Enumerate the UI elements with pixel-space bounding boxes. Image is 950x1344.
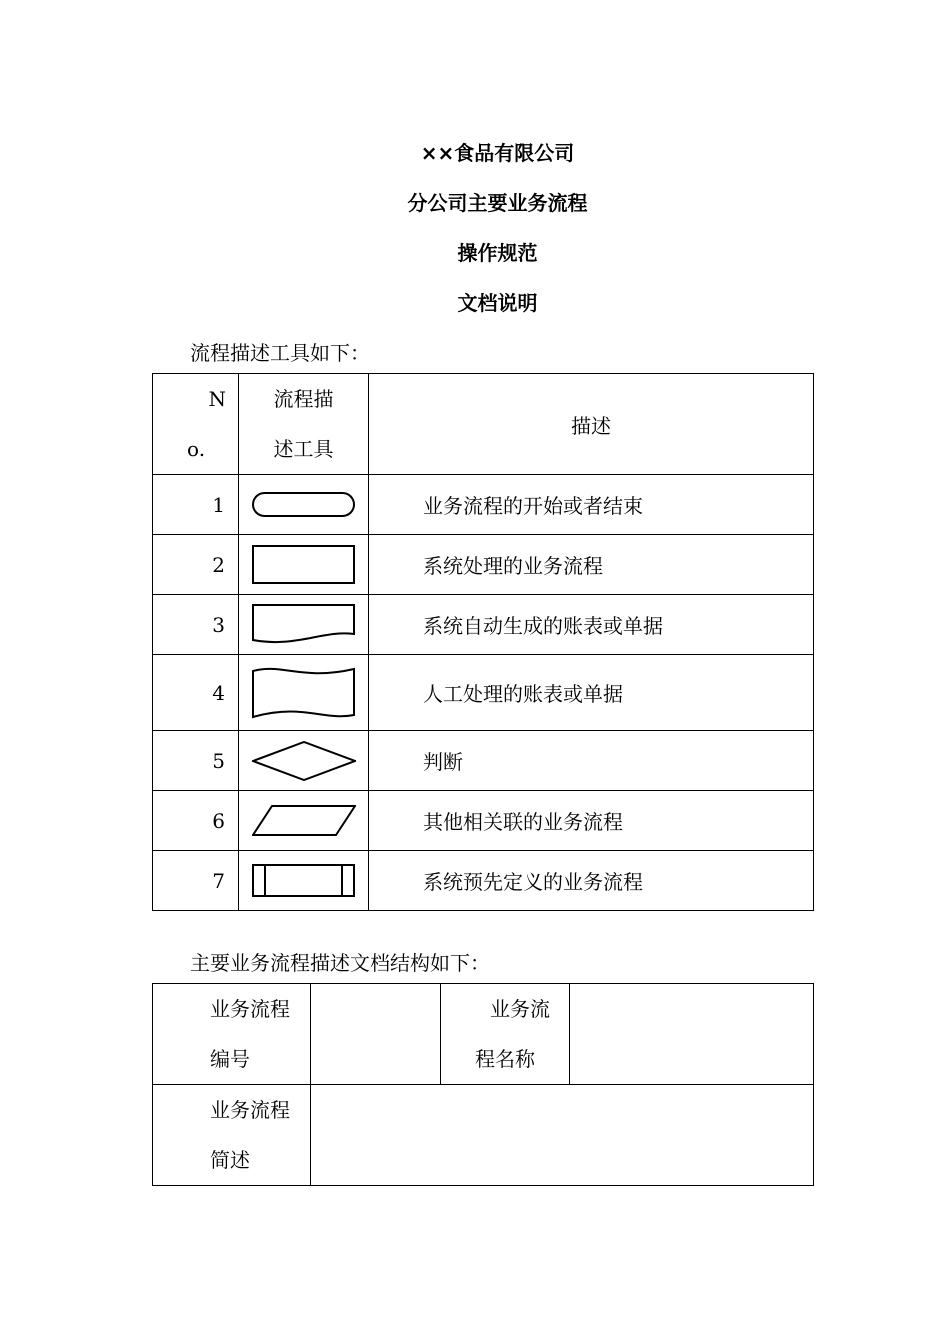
document-shape-icon: [252, 604, 356, 646]
tools-header-row: [153, 374, 814, 475]
doc-title-line2: 分公司主要业务流程: [407, 191, 588, 215]
table-row: 2 系统处理的业务流程: [153, 535, 814, 595]
table-row: 5 判断: [153, 731, 814, 791]
table-row: 1 业务流程的开始或者结束: [153, 475, 814, 535]
flow-name-label: 业务流 程名称: [441, 984, 570, 1085]
decision-diamond-icon: [252, 741, 356, 781]
flow-summary-value: [311, 1085, 814, 1186]
flow-code-label: 业务流程 编号: [153, 984, 311, 1085]
doc-structure-table: [152, 983, 814, 1186]
company-title: ××食品有限公司: [420, 141, 575, 165]
table-row: [153, 984, 814, 1085]
doc-title-line3: 操作规范: [457, 241, 538, 265]
flow-code-value: [311, 984, 441, 1085]
table-row: 6 其他相关联的业务流程: [153, 791, 814, 851]
table-row: 3 系统自动生成的账表或单据: [153, 595, 814, 655]
tools-intro: 流程描述工具如下：: [190, 341, 370, 365]
doc-title-line4: 文档说明: [457, 291, 538, 315]
parallelogram-shape-icon: [252, 805, 356, 837]
header-no: N o.: [153, 374, 239, 475]
punched-tape-shape-icon: [252, 665, 356, 721]
doc-structure-intro: 主要业务流程描述文档结构如下：: [190, 951, 490, 975]
terminator-shape-icon: [252, 491, 356, 519]
predefined-process-icon: [252, 864, 356, 898]
flow-name-value: [570, 984, 814, 1085]
process-rectangle-icon: [252, 545, 356, 585]
header-tool: 流程描 述工具: [239, 374, 369, 475]
table-row: 4 人工处理的账表或单据: [153, 655, 814, 731]
header-desc: 描述: [369, 374, 814, 475]
table-row: 7 系统预先定义的业务流程: [153, 851, 814, 911]
flow-tools-table: [152, 373, 814, 911]
flow-summary-label: 业务流程 简述: [153, 1085, 311, 1186]
table-row: [153, 1085, 814, 1186]
